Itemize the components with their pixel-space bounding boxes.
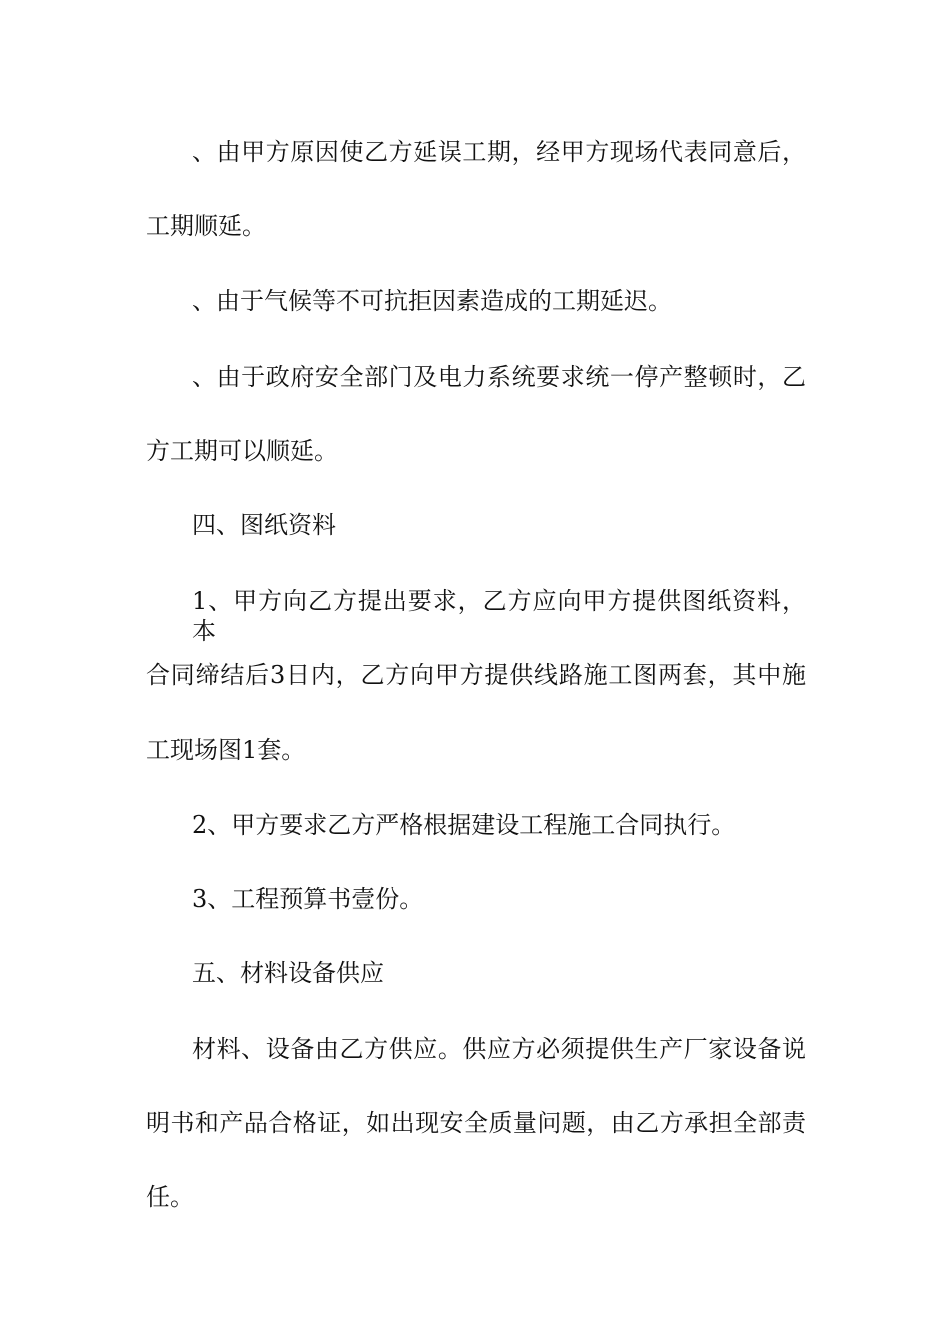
paragraph-7-line-3: 任。 — [146, 1183, 194, 1211]
section-heading-materials: 五、材料设备供应 — [192, 959, 384, 987]
paragraph-4-line-3: 工现场图1套。 — [146, 736, 306, 764]
paragraph-7-line-2: 明书和产品合格证，如出现安全质量问题，由乙方承担全部责 — [146, 1109, 806, 1137]
paragraph-3-line-1: 、由于政府安全部门及电力系统要求统一停产整顿时，乙 — [192, 363, 806, 391]
paragraph-4-line-1: 1、甲方向乙方提出要求，乙方应向甲方提供图纸资料，本 — [192, 587, 806, 645]
paragraph-1-line-1: 、由甲方原因使乙方延误工期，经甲方现场代表同意后， — [192, 138, 806, 166]
paragraph-2-line-1: 、由于气候等不可抗拒因素造成的工期延迟。 — [192, 287, 672, 315]
paragraph-5-line-1: 2、甲方要求乙方严格根据建设工程施工合同执行。 — [192, 811, 736, 839]
paragraph-7-line-1: 材料、设备由乙方供应。供应方必须提供生产厂家设备说 — [192, 1035, 806, 1063]
section-heading-drawings: 四、图纸资料 — [192, 511, 336, 539]
paragraph-3-line-2: 方工期可以顺延。 — [146, 437, 338, 465]
paragraph-4-line-2: 合同缔结后3日内，乙方向甲方提供线路施工图两套，其中施 — [146, 661, 806, 689]
paragraph-1-line-2: 工期顺延。 — [146, 212, 266, 240]
paragraph-6-line-1: 3、工程预算书壹份。 — [192, 885, 424, 913]
